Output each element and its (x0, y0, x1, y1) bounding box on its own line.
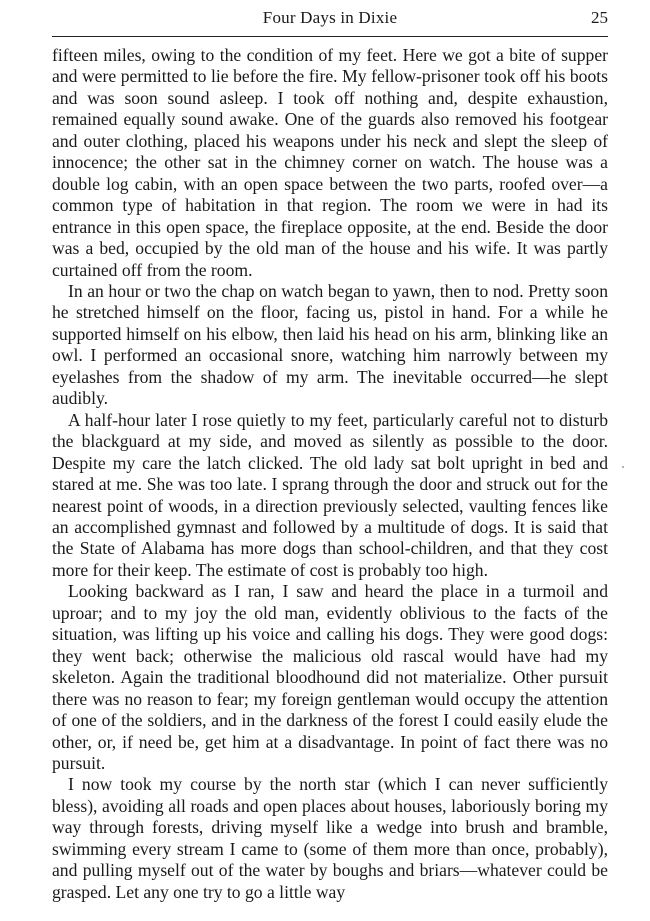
paragraph-watchman-sleeps: In an hour or two the chap on watch began to yawn, then to nod. Pretty soon he stretched himself on the floor, facing us, pistol in hand. For a while he supported himself on his elbow, then laid his head on his arm, blinking like an owl. I performed an occasional snore, watching him narrowly between my eyelashes from the shadow of my arm. The inevitable occurred—he slept audibly. (52, 280, 608, 409)
running-title: Four Days in Dixie (262, 8, 398, 27)
paragraph-north-star: I now took my course by the north star (which I can never sufficiently bless), avoiding all roads and open places about houses, laboriously boring my way through forests, driving myself like a wedge into brush and bramble, swimming every stream I came to (some of them more than once, probably), and pulling myself out of the water by boughs and briars—whatever could be grasped. Let any one try to go a little way (52, 774, 608, 902)
body-text (52, 45, 608, 903)
paragraph-escape: A half-hour later I rose quietly to my feet, particularly careful not to disturb the blackguard at my side, and moved as silently as possible to the door. Despite my care the latch clicked. The old lady sat bolt upright in bed and stared at me. She was too late. I sprang through the door and struck out for the nearest point of woods, in a direction previously selected, vaulting fences like an accomplished gymnast and followed by a multitude of dogs. It is said that the State of Alabama has more dogs than school-children, and that they cost more for their keep. The estimate of cost is probably too high. (52, 409, 608, 580)
page-number: 25 (591, 8, 608, 27)
running-head (52, 6, 608, 37)
paragraph-continuation: fifteen miles, owing to the condition of my feet. Here we got a bite of supper and were permitted to lie before the fire. My fellow-prisoner took off his boots and was soon sound asleep. I took off nothing and, despite exhaustion, remained equally sound awake. One of the guards also removed his footgear and outer clothing, placed his weapons under his neck and slept the sleep of innocence; the other sat in the chimney corner on watch. The house was a double log cabin, with an open space between the two parts, roofed over—a common type of habitation in that region. The room we were in had its entrance in this open space, the fireplace opposite, at the end. Beside the door was a bed, occupied by the old man of the house and his wife. It was partly curtained off from the room. (52, 45, 608, 280)
book-page (52, 0, 608, 903)
paragraph-no-pursuit: Looking backward as I ran, I saw and heard the place in a turmoil and uproar; and to my joy the old man, evidently oblivious to the facts of the situation, was lifting up his voice and calling his dogs. They were good dogs: they went back; otherwise the malicious old rascal would have had my skeleton. Again the traditional bloodhound did not materialize. Other pursuit there was no reason to fear; my foreign gentleman would occupy the attention of one of the soldiers, and in the darkness of the forest I could easily elude the other, or, if need be, get him at a disadvantage. In point of fact there was no pursuit. (52, 581, 608, 773)
scan-speck (622, 466, 624, 468)
